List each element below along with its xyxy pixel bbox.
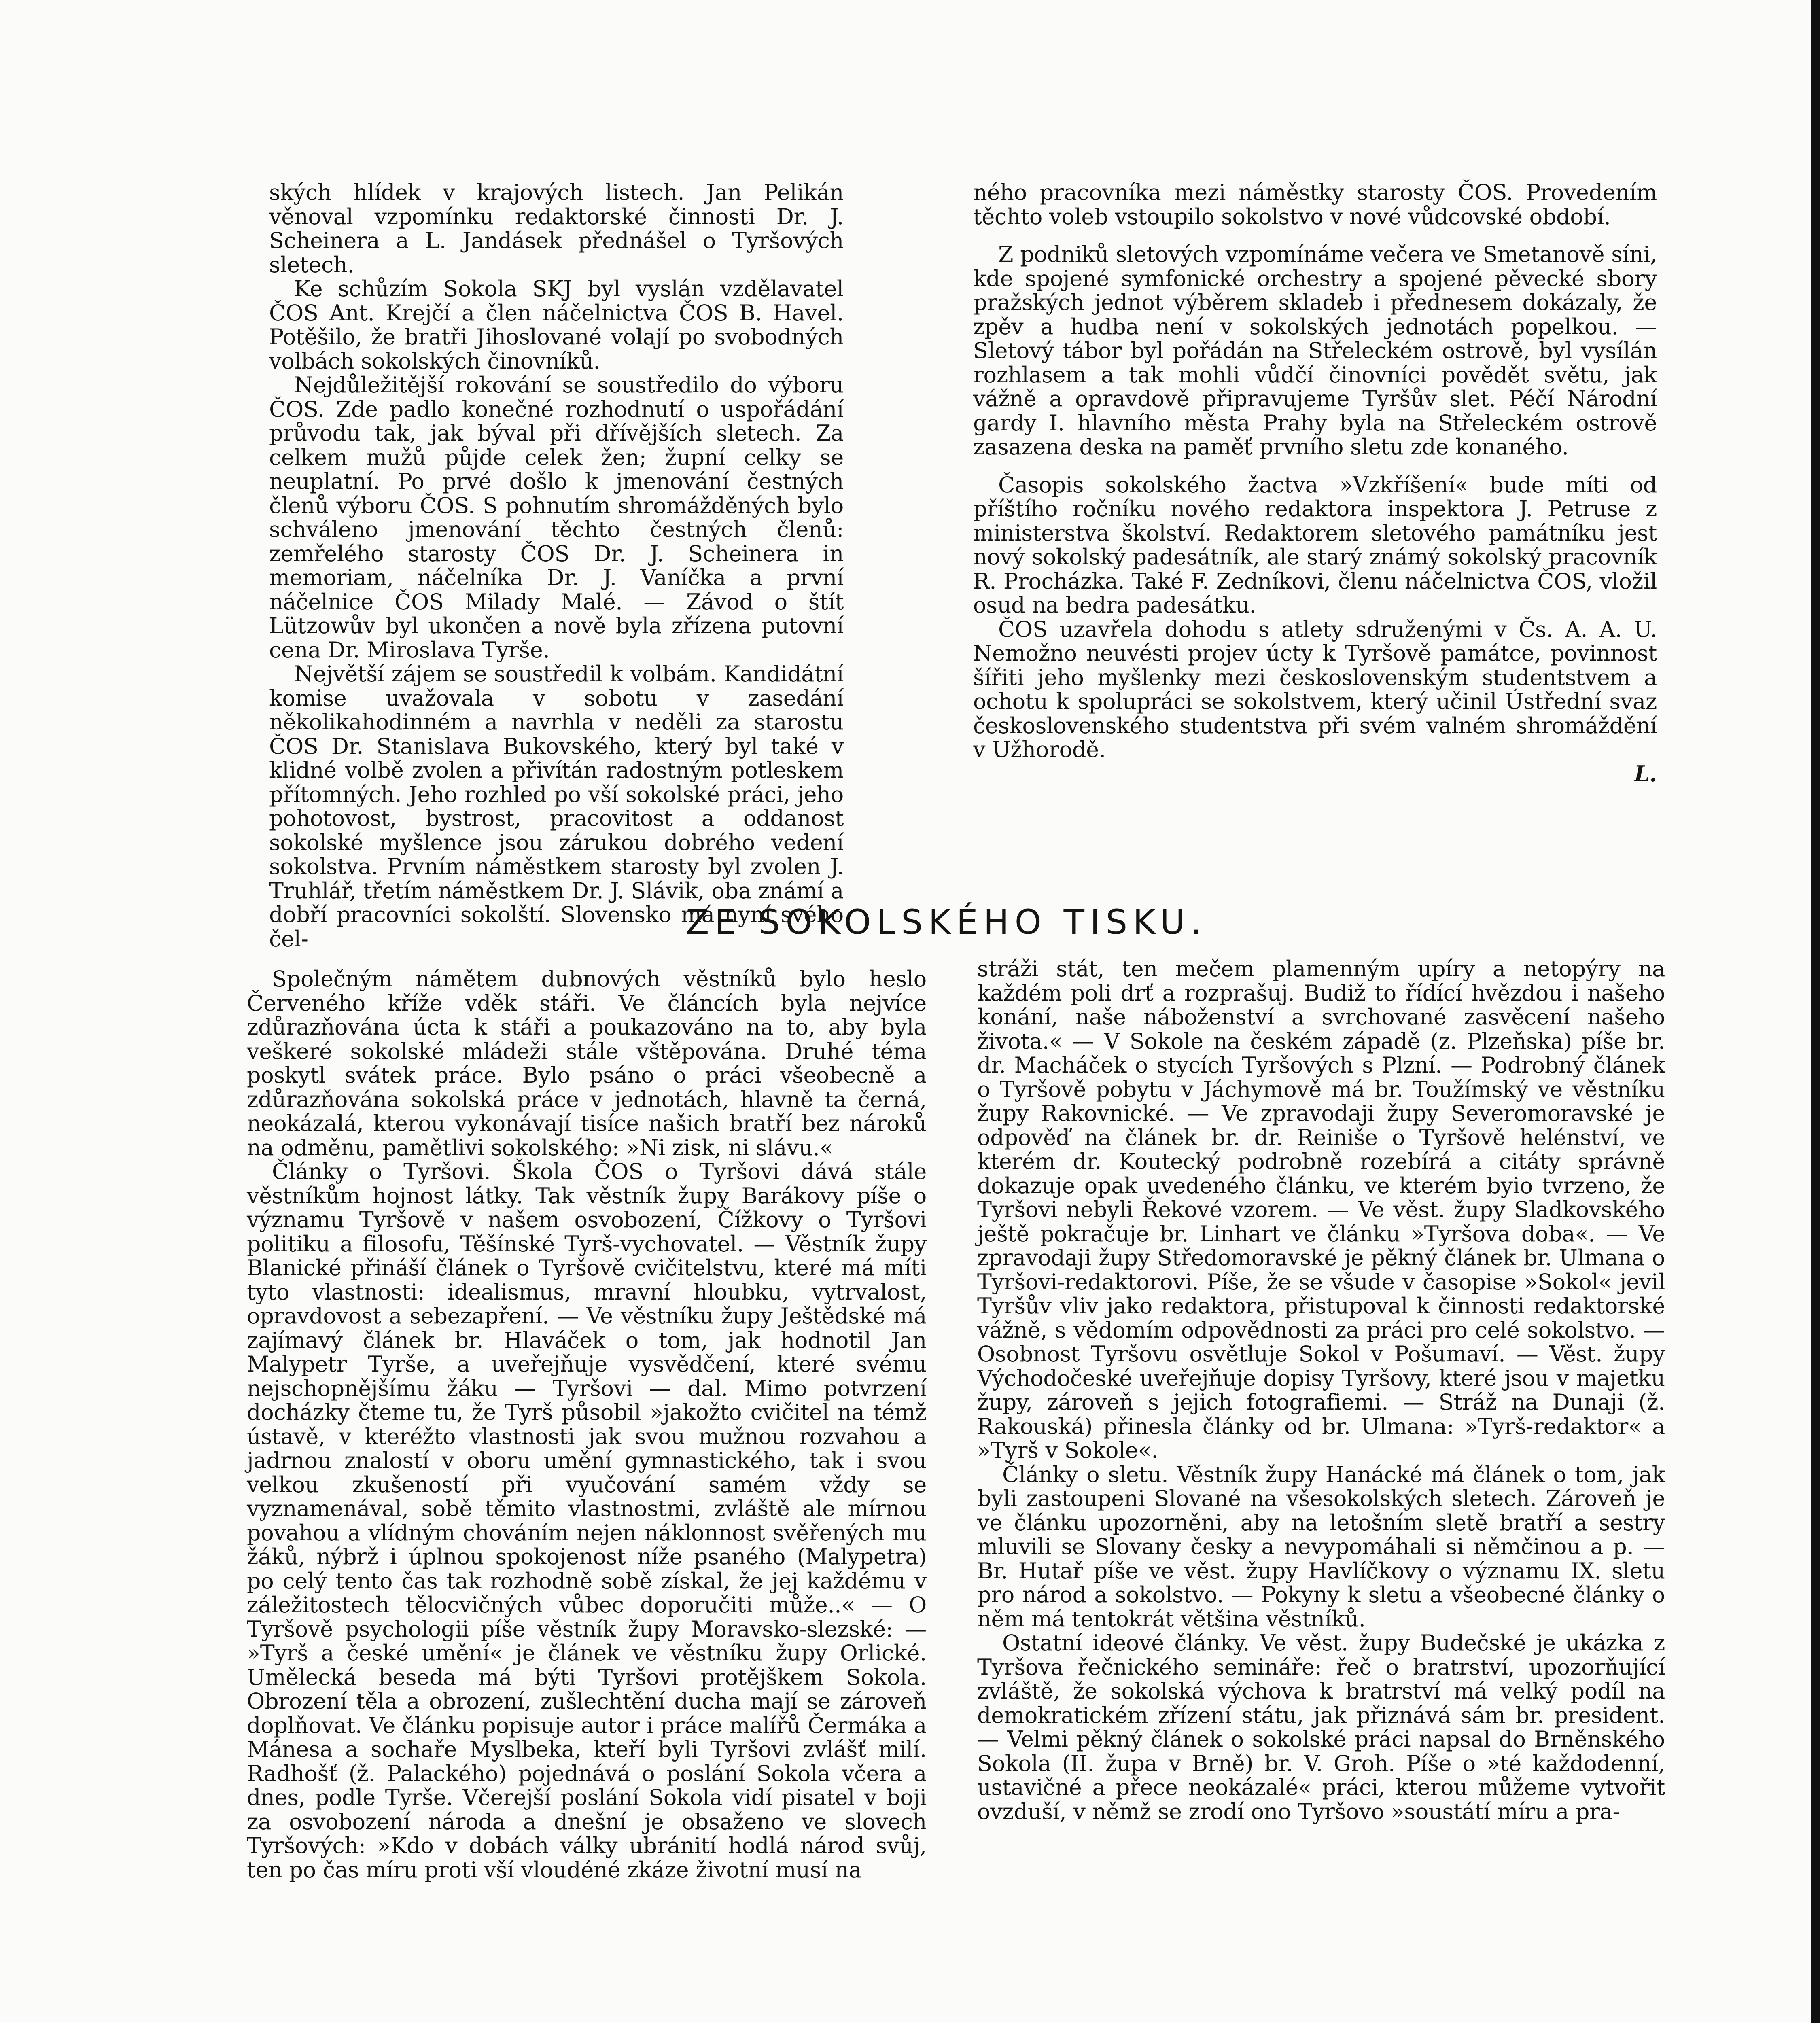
paragraph: Články o sletu. Věstník župy Hanácké má článek o tom, jak byli zastoupeni Slované na všesokolských sletech. Zároveň je ve článku upozorněni, aby na letošním sletě bratří a sestry mluvili se Slovany česky a nevypomáhali si němčinou a p. — Br. Hutař píše ve věst. župy Havlíčkovy o významu IX. sletu pro národ a sokolstvo. — Pokyny k sletu a všeobecné články o něm má tentokrát většina věstníků. (977, 1461, 1665, 1632)
paragraph: ČOS uzavřela dohodu s atlety sdruženými v Čs. A. A. U. Nemožno neuvésti projev úcty k Tyršově památce, povinnost šířiti jeho myšlenky mezi československým studentstvem a ochotu k spolupráci se sokolstvem, který učinil Ústřední svaz československého studentstva při svém valném shromáždění v Užhorodě. (973, 616, 1657, 762)
top-left-column (269, 180, 844, 952)
paragraph: Největší zájem se soustředil k volbám. Kandidátní komise uvažovala v sobotu v zasedání několikahodinném a navrhla v neděli za starostu ČOS Dr. Stanislava Bukovského, který byl také v klidné volbě zvolen a přivítán radostným potleskem přítomných. Jeho rozhled po vší sokolské práci, jeho pohotovost, bystrost, pracovitost a oddanost sokolské myšlence jsou zárukou dobrého vedení sokolstva. Prvním náměstkem starosty byl zvolen J. Truhlář, třetím náměstkem Dr. J. Slávik, oba známí a dobří pracovníci sokolští. Slovensko má nyní svého čel- (269, 661, 844, 952)
scan-border-right (1811, 0, 1820, 2023)
top-right-column (973, 180, 1657, 899)
paragraph: Společným námětem dubnových věstníků bylo heslo Červeného kříže vděk stáři. Ve článcích byla nejvíce zdůrazňována úcta k stáři a poukazováno na to, aby byla veškeré sokolské mládeži stále vštěpována. Druhé téma poskytl svátek práce. Bylo psáno o práci všeobecně a zdůrazňována sokolská práce v jednotách, hlavně ta černá, neokázalá, kterou vykonávají tisíce našich bratří bez nároků na odměnu, pamětlivi sokolského: »Ni zisk, ni slávu.« (247, 966, 927, 1160)
paragraph: Články o Tyršovi. Škola ČOS o Tyršovi dává stále věstníkům hojnost látky. Tak věstník župy Barákovy píše o významu Tyršově v našem osvobození, Čížkovy o Tyršovi politiku a filosofu, Těšínské Tyrš-vychovatel. — Věstník župy Blanické přináší článek o Tyršově cvičitelstvu, které má míti tyto vlastnosti: idealismus, mravní hloubku, vytrvalost, opravdovost a sebezapření. — Ve věstníku župy Ještědské má zajímavý článek br. Hlaváček o tom, jak hodnotil Jan Malypetr Tyrše, a uveřejňuje vysvědčení, které svému nejschopnějšímu žáku — Tyršovi — dal. Mimo potvrzení docházky čteme tu, že Tyrš působil »jakožto cvičitel na témž ústavě, v kteréžto vlastnosti jak svou mužnou rozvahou a jadrnou znalostí v oboru umění gymnastického, tak i svou velkou zkušeností při vyučování samém vždy se vyznamenával, sobě těmito vlastnostmi, zvláště ale mírnou povahou a vlídným chováním nejen náklonnost svěřených mu žáků, nýbrž i úplnou spokojenost níže psaného (Malypetra) po celý tento čas tak rozhodně sobě získal, že jej každému v záležitostech tělocvičných vůbec doporučiti může..« — O Tyršově psychologii píše věstník župy Moravsko-slezské: — »Tyrš a české umění« je článek ve věstníku župy Orlické. Umělecká beseda má býti Tyršovi protějškem Sokola. Obrození těla a obrození, zušlechtění ducha mají se zároveň doplňovat. Ve článku popisuje autor i práce malířů Čermáka a Mánesa a sochaře Myslbeka, kteří byli Tyršovi zvlášť milí. Radhošť (ž. Palackého) pojednává o poslání Sokola včera a dnes, podle Tyrše. Včerejší poslání Sokola vidí pisatel v boji za osvobození národa a dnešní je obsaženo ve slovech Tyršových: »Kdo v dobách války ubránití hodlá národ svůj, ten po čas míru proti vší vloudéné zkáze životní musí na (247, 1159, 927, 1883)
bottom-right-column (977, 957, 1665, 2023)
paragraph: Nejdůležitější rokování se soustředilo do výboru ČOS. Zde padlo konečné rozhodnutí o uspořádání průvodu tak, jak býval při dřívějších sletech. Za celkem mužů půjde celek žen; župní celky se neuplatní. Po prvé došlo k jmenování čestných členů výboru ČOS. S pohnutím shromážděných bylo schváleno jmenování těchto čestných členů: zemřelého starosty ČOS Dr. J. Scheinera in memoriam, náčelníka Dr. J. Vaníčka a první náčelnice ČOS Milady Malé. — Závod o štít Lützowův byl ukončen a nově byla zřízena putovní cena Dr. Miroslava Tyrše. (269, 372, 844, 663)
author-signature: L. (1634, 760, 1657, 787)
paragraph: Z podniků sletových vzpomínáme večera ve Smetanově síni, kde spojené symfonické orchestry a spojené pěvecké sbory pražských jednot výběrem skladeb i přednesem dokázaly, že zpěv a hudba není v sokolských jednotách popelkou. — Sletový tábor byl pořádán na Střeleckém ostrově, byl vysílán rozhlasem a tak mohli vůdčí činovníci povědět světu, jak vážně a opravdově připravujeme Tyršův slet. Péčí Národní gardy I. hlavního města Prahy byla na Střeleckém ostrově zasazena deska na paměť prvního sletu zde konaného. (973, 242, 1657, 460)
paragraph: Ostatní ideové články. Ve věst. župy Budečské je ukázka z Tyršova řečnického semináře: řeč o bratrství, upozorňující zvláště, že sokolská výchova k bratrství má velký podíl na demokratickém zřízení státu, jak přiznává sám br. president. — Velmi pěkný článek o sokolské práci napsal do Brněnského Sokola (II. župa v Brně) br. V. Groh. Píše o »té každodenní, ustavičné a přece neokázalé« práci, kterou můžeme vytvořit ovzduší, v němž se zrodí ono Tyršovo »soustátí míru a pra- (977, 1630, 1665, 1824)
paragraph: Ke schůzím Sokola SKJ byl vyslán vzdělavatel ČOS Ant. Krejčí a člen náčelnictva ČOS B. Havel. Potěšilo, že bratři Jihoslované volají po svobodných volbách sokolských činovníků. (269, 276, 844, 374)
paragraph: stráži stát, ten mečem plamenným upíry a netopýry na každém poli drť a rozprašuj. Budiž to řídící hvězdou i našeho konání, naše náboženství a svrchované zasvěcení našeho života.« — V Sokole na českém západě (z. Plzeňska) píše br. dr. Macháček o stycích Tyršových s Plzní. — Podrobný článek o Tyršově pobytu v Jáchymově má br. Toužímský ve věstníku župy Rakovnické. — Ve zpravodaji župy Severomoravské je odpověď na článek br. dr. Reiniše o Tyršově helénství, ve kterém dr. Koutecký podrobně rozebírá a citáty správně dokazuje opak uvedeného článku, ve kterém byio tvrzeno, že Tyršovi nebyli Řekové vzorem. — Ve věst. župy Sladkovského ještě pokračuje br. Linhart ve článku »Tyršova doba«. — Ve zpravodaji župy Středomoravské je pěkný článek br. Ulmana o Tyršovi-redaktorovi. Píše, že se všude v časopise »Sokol« jevil Tyršův vliv jako redaktora, přistupoval k činnosti redaktorské vážně, s vědomím odpovědnosti za práci pro celé sokolstvo. — Osobnost Tyršovu osvětluje Sokol v Pošumaví. — Věst. župy Východočeské uveřejňuje dopisy Tyršovy, které jsou v majetku župy, zároveň s jejich fotografiemi. — Stráž na Dunaji (ž. Rakouská) přinesla články od br. Ulmana: »Tyrš-redaktor« a »Tyrš v Sokole«. (977, 956, 1665, 1463)
bottom-left-column (247, 967, 927, 2023)
paragraph: Časopis sokolského žactva »Vzkříšení« bude míti od příštího ročníku nového redaktora inspektora J. Petruse z ministerstva školství. Redaktorem sletového památníku jest nový sokolský padesátník, ale starý známý sokolský pracovník R. Procházka. Také F. Zedníkovi, členu náčelnictva ČOS, vložil osud na bedra padesátku. (973, 472, 1657, 618)
paragraph: ských hlídek v krajových listech. Jan Pelikán věnoval vzpomínku redaktorské činnosti Dr. J. Scheinera a L. Jandásek přednášel o Tyršových sletech. (269, 180, 844, 278)
section-heading: ZE SOKOLSKÉHO TISKU. (686, 902, 1207, 942)
paragraph: ného pracovníka mezi náměstky starosty ČOS. Provedením těchto voleb vstoupilo sokolstvo v nové vůdcovské období. (973, 180, 1657, 229)
